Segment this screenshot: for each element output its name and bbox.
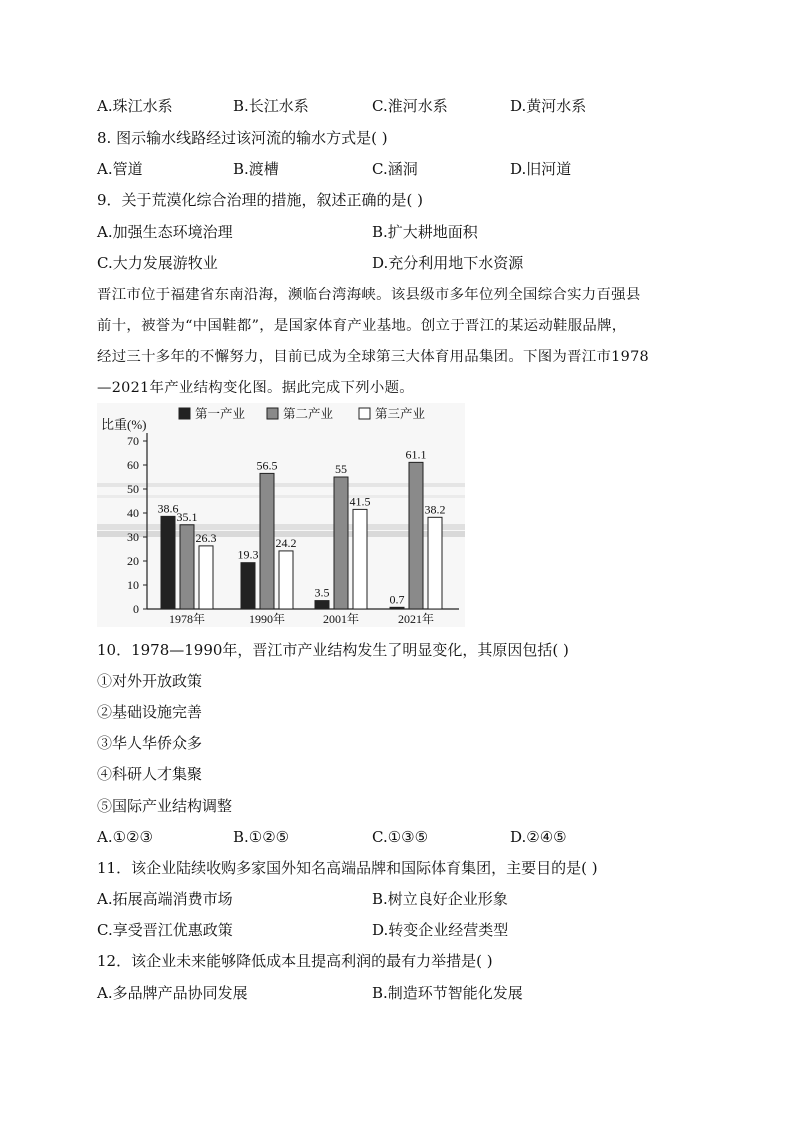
q12-option-b[interactable]: B.制造环节智能化发展 bbox=[372, 984, 523, 1002]
x-tick-label: 1978年 bbox=[168, 612, 206, 626]
data-label: 38.6 bbox=[157, 501, 179, 516]
y-tick-label: 30 bbox=[127, 530, 139, 544]
data-label: 55 bbox=[335, 462, 347, 476]
data-label: 38.2 bbox=[424, 502, 446, 517]
legend-label: 第三产业 bbox=[375, 407, 426, 421]
y-tick-label: 40 bbox=[127, 506, 139, 520]
q11-option-c[interactable]: C.享受晋江优惠政策 bbox=[97, 921, 233, 939]
q8-option-b[interactable]: B.渡槽 bbox=[233, 160, 279, 178]
q10-item: ⑤国际产业结构调整 bbox=[97, 797, 233, 815]
y-tick-label: 0 bbox=[133, 602, 139, 616]
q11-option-a[interactable]: A.拓展高端消费市场 bbox=[97, 890, 233, 908]
y-tick-label: 10 bbox=[127, 578, 139, 592]
bar bbox=[353, 509, 367, 609]
x-tick-label: 2001年 bbox=[322, 612, 360, 626]
q7-option-d[interactable]: D.黄河水系 bbox=[510, 97, 587, 115]
q10-item: ②基础设施完善 bbox=[97, 703, 203, 721]
bar bbox=[428, 517, 442, 609]
x-tick-label: 2021年 bbox=[397, 612, 435, 626]
data-label: 61.1 bbox=[405, 447, 427, 462]
q8-stem: 8. 图示输水线路经过该河流的输水方式是( ) bbox=[97, 129, 388, 147]
bar bbox=[241, 563, 255, 609]
data-label: 19.3 bbox=[237, 547, 259, 562]
q10-stem: 10．1978—1990年，晋江市产业结构发生了明显变化，其原因包括( ) bbox=[97, 641, 569, 659]
q8-option-c[interactable]: C.涵洞 bbox=[372, 160, 418, 178]
q9-option-d[interactable]: D.充分利用地下水资源 bbox=[372, 254, 524, 272]
q11-option-d[interactable]: D.转变企业经营类型 bbox=[372, 921, 509, 939]
q7-option-b[interactable]: B.长江水系 bbox=[233, 97, 309, 115]
bar bbox=[315, 601, 329, 609]
industry-structure-chart bbox=[97, 403, 465, 627]
q9-option-c[interactable]: C.大力发展游牧业 bbox=[97, 254, 218, 272]
legend-label: 第二产业 bbox=[283, 407, 334, 421]
bar bbox=[279, 551, 293, 609]
passage-line: —2021年产业结构变化图。据此完成下列小题。 bbox=[97, 380, 414, 396]
q10-item: ④科研人才集聚 bbox=[97, 765, 203, 783]
data-label: 3.5 bbox=[314, 585, 330, 600]
q7-option-c[interactable]: C.淮河水系 bbox=[372, 97, 448, 115]
passage-line: 晋江市位于福建省东南沿海，濒临台湾海峡。该县级市多年位列全国综合实力百强县 bbox=[97, 287, 641, 303]
q10-item: ③华人华侨众多 bbox=[97, 734, 203, 752]
y-tick-label: 20 bbox=[127, 554, 139, 568]
q10-option-a[interactable]: A.①②③ bbox=[97, 828, 153, 846]
y-tick-label: 50 bbox=[127, 482, 139, 496]
bar bbox=[409, 462, 423, 609]
q11-stem: 11．该企业陆续收购多家国外知名高端品牌和国际体育集团，主要目的是( ) bbox=[97, 859, 598, 877]
y-tick-label: 70 bbox=[127, 434, 139, 448]
data-label: 0.7 bbox=[389, 592, 405, 607]
q9-option-b[interactable]: B.扩大耕地面积 bbox=[372, 223, 478, 241]
q10-item: ①对外开放政策 bbox=[97, 672, 203, 690]
bar bbox=[199, 546, 213, 609]
x-tick-label: 1990年 bbox=[248, 612, 286, 626]
bar bbox=[334, 477, 348, 609]
q10-option-b[interactable]: B.①②⑤ bbox=[233, 828, 290, 846]
passage-line: 经过三十多年的不懈努力，目前已成为全球第三大体育用品集团。下图为晋江市1978 bbox=[97, 349, 649, 365]
q8-option-d[interactable]: D.旧河道 bbox=[510, 160, 572, 178]
data-label: 26.3 bbox=[195, 530, 217, 545]
q10-option-d[interactable]: D.②④⑤ bbox=[510, 828, 567, 846]
y-tick-label: 60 bbox=[127, 458, 139, 472]
bar bbox=[180, 525, 194, 609]
data-label: 41.5 bbox=[349, 494, 371, 509]
q12-option-a[interactable]: A.多品牌产品协同发展 bbox=[97, 984, 248, 1002]
bar bbox=[260, 473, 274, 609]
bar bbox=[390, 607, 404, 609]
q11-option-b[interactable]: B.树立良好企业形象 bbox=[372, 890, 508, 908]
q9-stem: 9．关于荒漠化综合治理的措施，叙述正确的是( ) bbox=[97, 191, 424, 209]
q8-option-a[interactable]: A.管道 bbox=[97, 160, 143, 178]
q7-option-a[interactable]: A.珠江水系 bbox=[97, 97, 173, 115]
q9-option-a[interactable]: A.加强生态环境治理 bbox=[97, 223, 233, 241]
data-label: 56.5 bbox=[256, 458, 278, 473]
legend-swatch bbox=[359, 408, 370, 419]
q12-stem: 12．该企业未来能够降低成本且提高利润的最有力举措是( ) bbox=[97, 952, 493, 970]
bar bbox=[161, 516, 175, 609]
legend-label: 第一产业 bbox=[195, 407, 246, 421]
q10-option-c[interactable]: C.①③⑤ bbox=[372, 828, 429, 846]
data-label: 35.1 bbox=[176, 509, 198, 524]
passage bbox=[97, 280, 697, 404]
legend-swatch bbox=[267, 408, 278, 419]
data-label: 24.2 bbox=[275, 535, 297, 550]
passage-line: 前十，被誉为“中国鞋都”，是国家体育产业基地。创立于晋江的某运动鞋服品牌， bbox=[97, 318, 627, 334]
y-axis-label: 比重(%) bbox=[101, 417, 147, 432]
legend-swatch bbox=[179, 408, 190, 419]
